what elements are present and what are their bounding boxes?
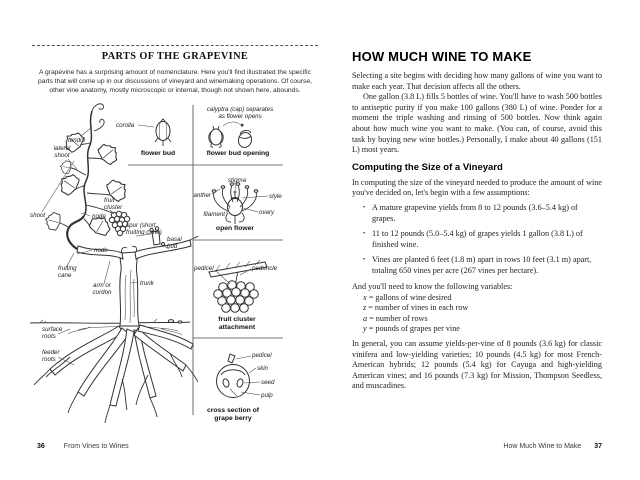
- variable-line: z = number of vines in each row: [363, 303, 469, 313]
- panel-intro: [32, 68, 318, 96]
- panel-intro-line: other vine anatomy, mostly microscopic or internal, though not shown here, abounds.: [49, 87, 301, 95]
- label-lateral-shoot: lateral: [53, 145, 71, 152]
- label-ovary: ovary: [259, 209, 275, 216]
- detail-open-flower: [193, 177, 282, 232]
- label-peduncle: peduncle: [252, 265, 278, 272]
- label-arm-cordon: cordon: [92, 289, 112, 296]
- label-pedicel-berry: pedicel: [252, 352, 272, 359]
- basal-bud-dot: [162, 243, 165, 246]
- arrow-head: [241, 123, 244, 127]
- panel-intro-line: A grapevine has a surprising amount of nomenclature. Here you'll find illustrated the specific: [39, 69, 311, 76]
- label-node-upper: node: [92, 213, 106, 220]
- vine-labels: [30, 127, 182, 365]
- ground-line: [30, 319, 190, 323]
- caption-berry-cross-section: cross section of: [206, 407, 260, 414]
- vine-roots: [34, 325, 198, 423]
- label-fruiting-cane: fruiting: [58, 265, 77, 272]
- running-title: How Much Wine to Make: [503, 443, 582, 450]
- bullet-marker: •: [363, 256, 366, 264]
- label-pulp: pulp: [261, 392, 273, 399]
- detail-fruit-cluster-attachment: [193, 260, 278, 331]
- list-item-text: A mature grapevine yields from 8 to 12 pounds (3.6–5.4 kg) of grapes.: [372, 202, 578, 223]
- label-spur: fruiting cane): [126, 229, 162, 236]
- page-number: 36: [37, 443, 45, 450]
- page-number: 37: [594, 443, 602, 450]
- label-corolla: corolla: [116, 122, 135, 129]
- right-page-footer: [352, 443, 602, 450]
- caption-fruit-cluster-attachment: fruit cluster: [218, 316, 256, 323]
- label-seed: seed: [261, 379, 275, 386]
- detail-flower-bud-opening: [207, 106, 274, 157]
- label-basal-bud: bud: [167, 243, 178, 250]
- paragraph: One gallon (3.8 L) fills 5 bottles of wine. You'll have to wash 500 bottles to antiseptic purity if you make 100 gallons (380 L) of wine. Ponder for a moment the triple washing and rinsing of 500 bottles. Now think again about how much wine you want to make. (You can, of course, avoid this task by buying new wine bottles.) Personally, I make about 40 gallons (151 L) most years.: [352, 92, 602, 155]
- panel-intro-line: parts that will come up in our discussions of vineyard and winemaking operations. Of course,: [38, 78, 312, 86]
- bullet-marker: •: [363, 203, 366, 211]
- detail-berry-cross-section: [207, 352, 275, 422]
- caption-open-flower: open flower: [215, 225, 255, 232]
- tendril-curl: [92, 104, 104, 111]
- label-tendril: tendril: [68, 137, 85, 144]
- variables-intro: And you'll need to know the following variables:: [352, 281, 513, 291]
- label-fruit-cluster: cluster: [104, 204, 123, 211]
- list-item: [363, 229, 602, 250]
- caption-flower-bud: flower bud: [140, 150, 176, 157]
- label-spur: spur (short: [126, 222, 156, 229]
- label-anther: anther: [193, 192, 211, 199]
- caption-flower-bud-opening: flower bud opening: [206, 150, 270, 157]
- variables-list: [363, 293, 602, 334]
- label-skin: skin: [257, 365, 269, 372]
- tendril-curl: [94, 119, 104, 131]
- label-feeder-roots: feeder: [42, 349, 60, 356]
- label-basal-bud: basal: [167, 236, 182, 243]
- grapevine-diagram: [30, 95, 320, 447]
- label-arm-cordon: arm or: [93, 282, 111, 289]
- caption-fruit-cluster-attachment: attachment: [218, 324, 256, 331]
- list-item-text: 11 to 12 pounds (5.0–5.4 kg) of grapes yields 1 gallon (3.8 L) of finished wine.: [372, 229, 583, 249]
- paragraph: In general, you can assume yields-per-vine of 8 pounds (3.6 kg) for classic vinifera and low-yielding varieties; 10 pounds (4.5 kg) for most French-American hybrids; 12 pounds (5.4 kg) for Cayuga and high-yielding American vines; and 16 pounds (7.3 kg) for Mission, Thompson Seedless, and muscadines.: [352, 338, 602, 391]
- list-item: [363, 255, 602, 276]
- variable-line: a = number of rows: [363, 313, 428, 323]
- label-surface-roots: surface: [42, 326, 63, 333]
- assumptions-list: [363, 203, 602, 277]
- caption-berry-cross-section: grape berry: [214, 415, 252, 422]
- label-style: style: [269, 193, 282, 200]
- panel-title: PARTS OF THE GRAPEVINE: [101, 51, 249, 62]
- right-page-content: [352, 50, 602, 392]
- list-item: [363, 203, 602, 224]
- variable-line: y = pounds of grapes per vine: [363, 323, 460, 333]
- label-calyptra: as flower opens: [218, 113, 262, 120]
- list-item-text: Vines are planted 6 feet (1.8 m) apart in rows 10 feet (3.1 m) apart, totaling 650 vines per acre (267 vines per hectare).: [372, 255, 592, 275]
- section-subheading: Computing the Size of a Vineyard: [352, 161, 503, 173]
- page-title: HOW MUCH WINE TO MAKE: [352, 49, 532, 64]
- label-lateral-shoot: shoot: [54, 152, 70, 159]
- label-pedicel-cluster: pedicel: [194, 265, 214, 272]
- running-title: From Vines to Wines: [63, 443, 129, 450]
- dashed-divider: [32, 45, 318, 46]
- lateral-shoot-branch: [71, 168, 86, 175]
- variable-line: x = gallons of wine desired: [363, 293, 452, 303]
- label-feeder-roots: roots: [42, 356, 56, 363]
- paragraph: In computing the size of the vineyard needed to produce the amount of wine you've decided on, let's begin with a few assumptions:: [352, 177, 602, 198]
- detail-flower-bud: [116, 119, 175, 157]
- label-fruiting-cane: cane: [58, 272, 72, 279]
- label-filament: filament: [203, 211, 225, 218]
- label-surface-roots: roots: [42, 333, 56, 340]
- label-stigma: stigma: [227, 177, 247, 184]
- label-trunk: trunk: [140, 280, 154, 287]
- bullet-marker: •: [363, 230, 366, 238]
- label-shoot: shoot: [30, 212, 46, 219]
- label-fruit-cluster: fruit: [104, 197, 115, 204]
- label-calyptra: calyptra (cap) separates: [206, 106, 274, 113]
- label-node-lower: node: [94, 247, 108, 254]
- paragraph: Selecting a site begins with deciding how many gallons of wine you want to make each year. That decision affects all the others.: [352, 71, 602, 91]
- grapevine-panel: [32, 45, 318, 96]
- left-page-footer: [37, 443, 129, 450]
